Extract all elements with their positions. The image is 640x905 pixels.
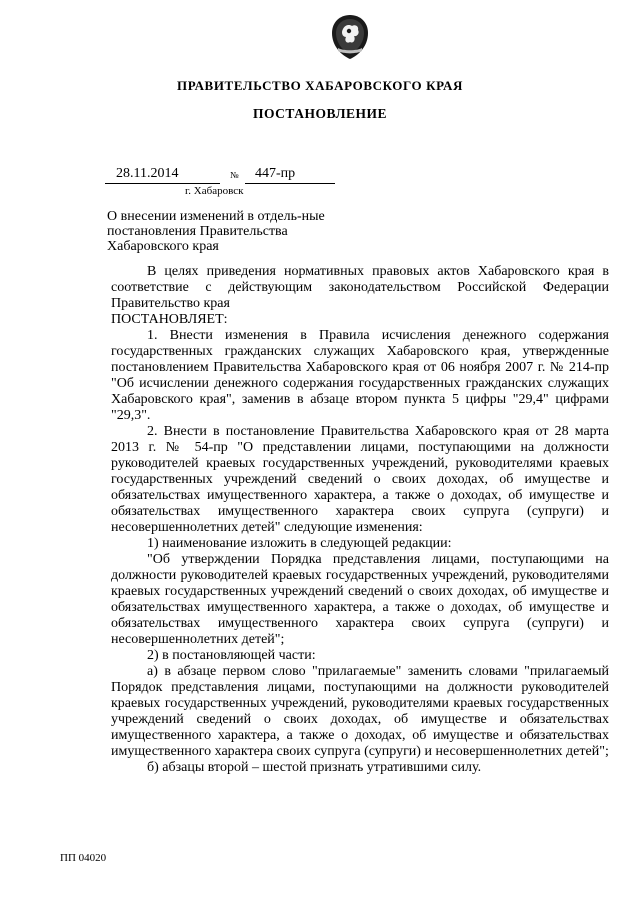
document-number: 447-пр: [255, 166, 296, 181]
body-paragraph: 1. Внести изменения в Правила исчисления денежного содержания государственных гражданских служащих Хабаровского края, утвержденные постановлением Правительства Хабаровского края от 06 ноября 2007 г. № 214-пр "Об исчислении денежного содержания государственных гражданских служащих Хабаровского края", заменив в абзаце втором пункта 5 цифры "29,4" цифрами "29,3".: [111, 328, 609, 423]
document-date: 28.11.2014: [116, 166, 179, 181]
date-underline: [105, 183, 220, 184]
number-underline: [245, 183, 335, 184]
body-paragraph: б) абзацы второй – шестой признать утратившими силу.: [147, 760, 482, 775]
khabarovsk-krai-coat-of-arms-icon: [329, 13, 371, 61]
document-type-heading: ПОСТАНОВЛЕНИЕ: [252, 106, 388, 121]
city-label: г. Хабаровск: [185, 185, 244, 197]
document-body: [111, 264, 609, 776]
body-paragraph: 2) в постановляющей части:: [147, 648, 316, 663]
body-paragraph: 2. Внести в постановление Правительства Хабаровского края от 28 марта 2013 г. № 54-пр "О представлении лицами, поступающими на должности руководителей краевых государственных учреждений, руководителями краевых государственных учреждений сведений о своих доходах, об имуществе и обязательствах имущественного характера, а также о доходах, об имуществе и обязательствах имущественного характера своих супруга (супруги) и несовершеннолетних детей" следующие изменения:: [111, 424, 609, 535]
body-paragraph: ПОСТАНОВЛЯЕТ:: [111, 312, 228, 327]
document-subject: О внесении изменений в отдель-ные постановления Правительства Хабаровского края: [107, 209, 325, 254]
government-title: ПРАВИТЕЛЬСТВО ХАБАРОВСКОГО КРАЯ: [176, 78, 463, 93]
number-sign: №: [230, 170, 239, 180]
body-paragraph: а) в абзаце первом слово "прилагаемые" заменить словами "прилагаемый Порядок представления лицами, поступающими на должности руководителей краевых государственных учреждений, руководителями краевых государственных учреждений сведений о своих доходах, об имуществе и обязательствах имущественного характера, а также о доходах, об имуществе и обязательствах имущественного характера своих супруга (супруги) и несовершеннолетних детей";: [111, 664, 609, 759]
body-paragraph: 1) наименование изложить в следующей редакции:: [147, 536, 452, 551]
body-paragraph: "Об утверждении Порядка представления лицами, поступающими на должности руководителей краевых государственных учреждений, руководителями краевых государственных учреждений сведений о своих доходах, об имуществе и обязательствах имущественного характера, а также о доходах, об имуществе и обязательствах имущественного характера своих супруга (супруги) и несовершеннолетних детей";: [111, 552, 609, 647]
footer-code: ПП 04020: [60, 852, 107, 864]
registration-row: [105, 166, 345, 184]
body-paragraph: В целях приведения нормативных правовых актов Хабаровского края в соответствие с действующим законодательством Российской Федерации Правительство края: [111, 264, 609, 311]
